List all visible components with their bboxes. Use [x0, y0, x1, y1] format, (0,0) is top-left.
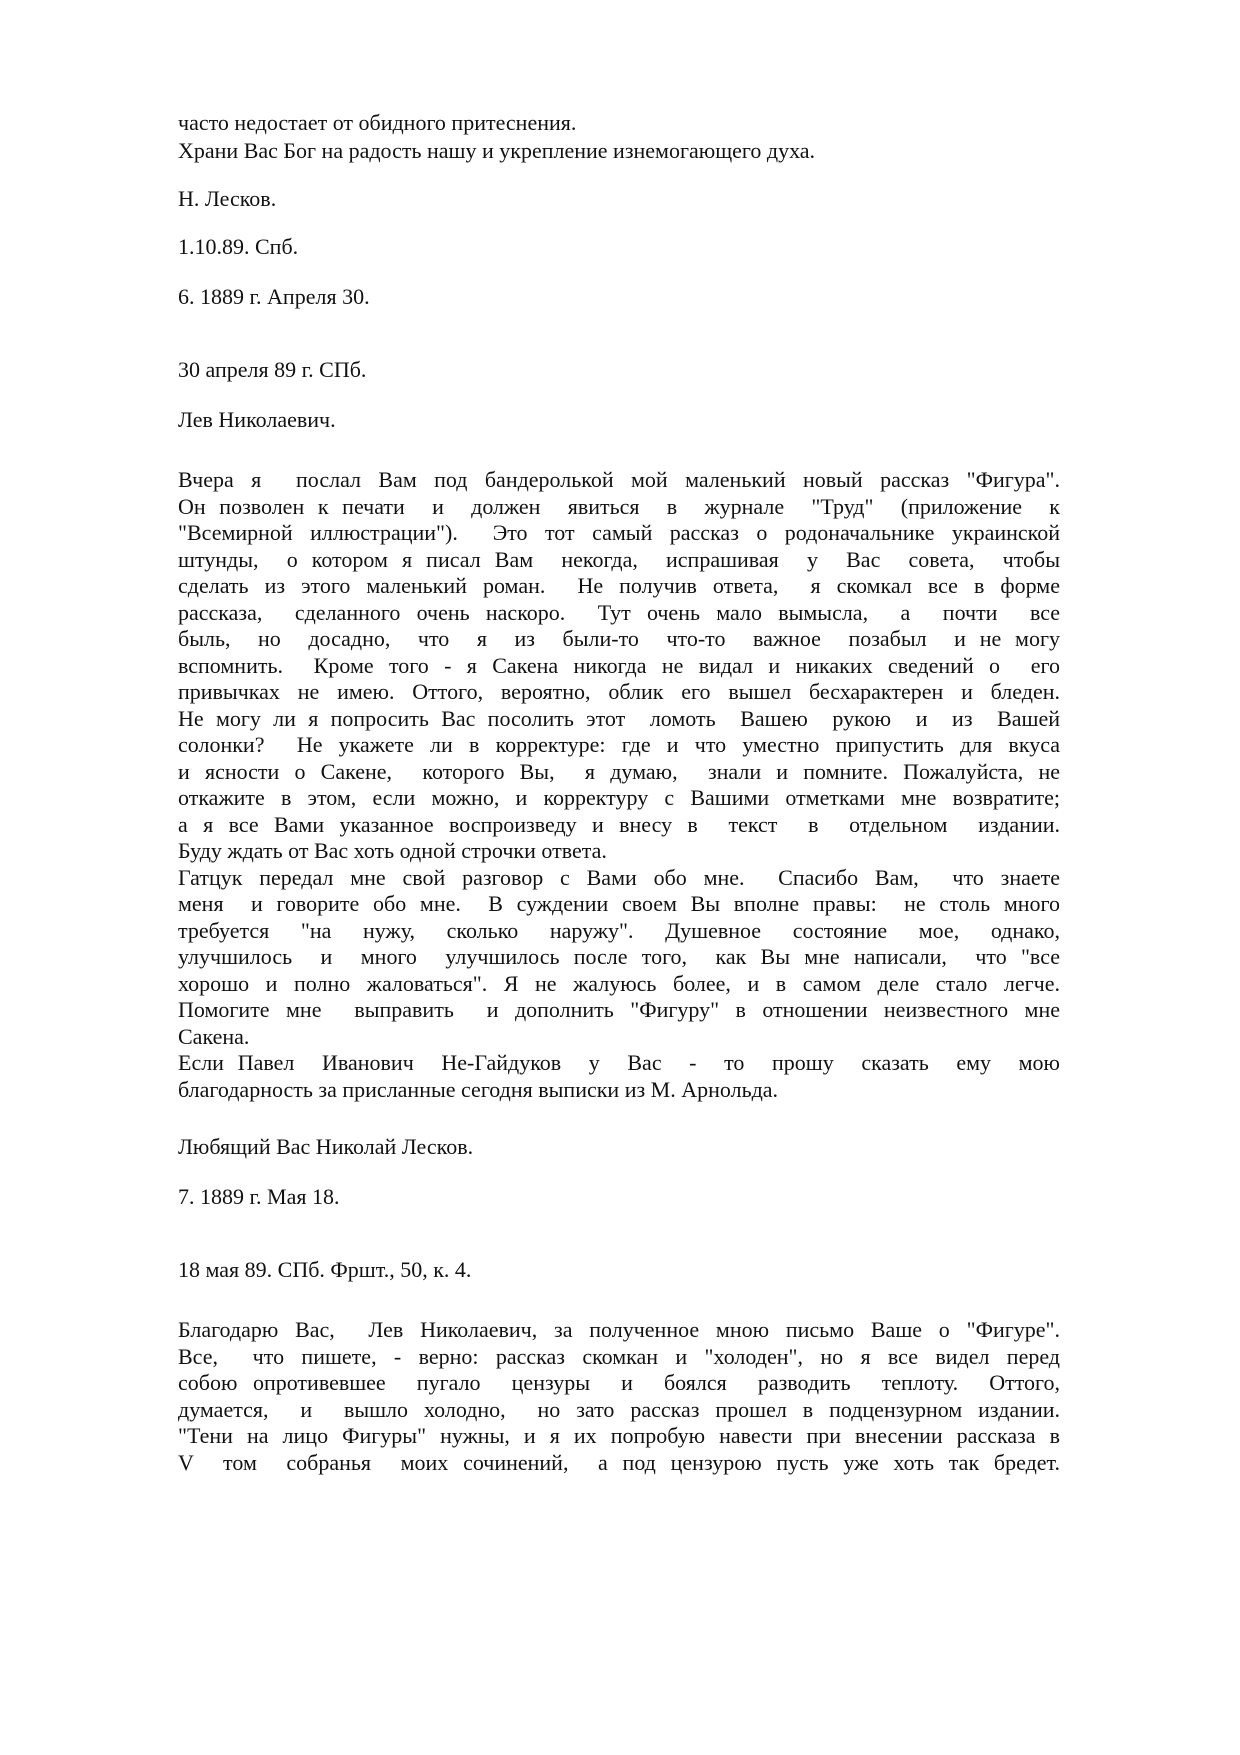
signature: Любящий Вас Николай Лесков.: [178, 1134, 474, 1159]
text-line: собою опротивевшее пугало цензуры и боялся разводить теплоту. Оттого,: [178, 1370, 1060, 1395]
text-line: Сакена.: [178, 1024, 250, 1049]
letter-place-date: 18 мая 89. СПб. Фршт., 50, к. 4.: [178, 1257, 472, 1282]
text-line: Если Павел Иванович Не-Гайдуков у Вас - то прошу сказать ему мою: [178, 1050, 1060, 1075]
text-line: Храни Вас Бог на радость нашу и укрепление изнемогающего духа.: [178, 138, 816, 163]
text-line: сделать из этого маленький роман. Не получив ответа, я скомкал все в форме: [178, 573, 1060, 598]
text-line: а я все Вами указанное воспроизведу и внесу в текст в отдельном издании.: [178, 812, 1060, 837]
salutation: Лев Николаевич.: [178, 407, 336, 432]
text-line: и ясности о Сакене, которого Вы, я думаю, знали и помните. Пожалуйста, не: [178, 759, 1060, 784]
text-line: Он позволен к печати и должен явиться в журнале "Труд" (приложение к: [178, 494, 1060, 519]
letter-date: 1.10.89. Спб.: [178, 234, 299, 259]
text-line: Помогите мне выправить и дополнить "Фигуру" в отношении неизвестного мне: [178, 997, 1060, 1022]
text-line: хорошо и полно жаловаться". Я не жалуюсь более, и в самом деле стало легче.: [178, 971, 1060, 996]
text-line: требуется "на нужу, сколько наружу". Душевное состояние мое, однако,: [178, 918, 1060, 943]
text-line: думается, и вышло холодно, но зато рассказ прошел в подцензурном издании.: [178, 1397, 1060, 1422]
text-line: Вчера я послал Вам под бандеролькой мой маленький новый рассказ "Фигура".: [178, 467, 1060, 492]
text-line: Не могу ли я попросить Вас посолить этот ломоть Вашею рукою и из Вашей: [178, 706, 1060, 731]
letter-heading: 6. 1889 г. Апреля 30.: [178, 284, 370, 309]
text-line: солонки? Не укажете ли в корректуре: где и что уместно припустить для вкуса: [178, 732, 1060, 757]
signature: Н. Лесков.: [178, 186, 277, 211]
text-line: благодарность за присланные сегодня выписки из М. Арнольда.: [178, 1077, 779, 1102]
text-line: "Тени на лицо Фигуры" нужны, и я их попробую навести при внесении рассказа в: [178, 1423, 1060, 1448]
letter-place-date: 30 апреля 89 г. СПб.: [178, 357, 367, 382]
text-line: меня и говорите обо мне. В суждении своем Вы вполне правы: не столь много: [178, 891, 1060, 916]
text-line: Благодарю Вас, Лев Николаевич, за полученное мною письмо Ваше о "Фигуре".: [178, 1317, 1060, 1342]
text-line: часто недостает от обидного притеснения.: [178, 110, 577, 135]
letter-heading: 7. 1889 г. Мая 18.: [178, 1184, 340, 1209]
text-line: штунды, о котором я писал Вам некогда, испрашивая у Вас совета, чтобы: [178, 547, 1060, 572]
text-line: вспомнить. Кроме того - я Сакена никогда не видал и никаких сведений о его: [178, 653, 1060, 678]
text-line: быль, но досадно, что я из были-то что-то важное позабыл и не могу: [178, 626, 1060, 651]
text-line: V том собранья моих сочинений, а под цензурою пусть уже хоть так бредет.: [178, 1450, 1060, 1475]
text-line: Буду ждать от Вас хоть одной строчки ответа.: [178, 838, 607, 863]
text-line: откажите в этом, если можно, и корректуру с Вашими отметками мне возвратите;: [178, 785, 1060, 810]
text-line: Все, что пишете, - верно: рассказ скомкан и "холоден", но я все видел перед: [178, 1344, 1060, 1369]
text-line: рассказа, сделанного очень наскоро. Тут очень мало вымысла, а почти все: [178, 600, 1060, 625]
text-line: Гатцук передал мне свой разговор с Вами обо мне. Спасибо Вам, что знаете: [178, 865, 1060, 890]
text-line: привычках не имею. Оттого, вероятно, облик его вышел бесхарактерен и бледен.: [178, 679, 1060, 704]
text-line: улучшилось и много улучшилось после того, как Вы мне написали, что "все: [178, 944, 1060, 969]
text-line: "Всемирной иллюстрации"). Это тот самый рассказ о родоначальнике украинской: [178, 520, 1060, 545]
